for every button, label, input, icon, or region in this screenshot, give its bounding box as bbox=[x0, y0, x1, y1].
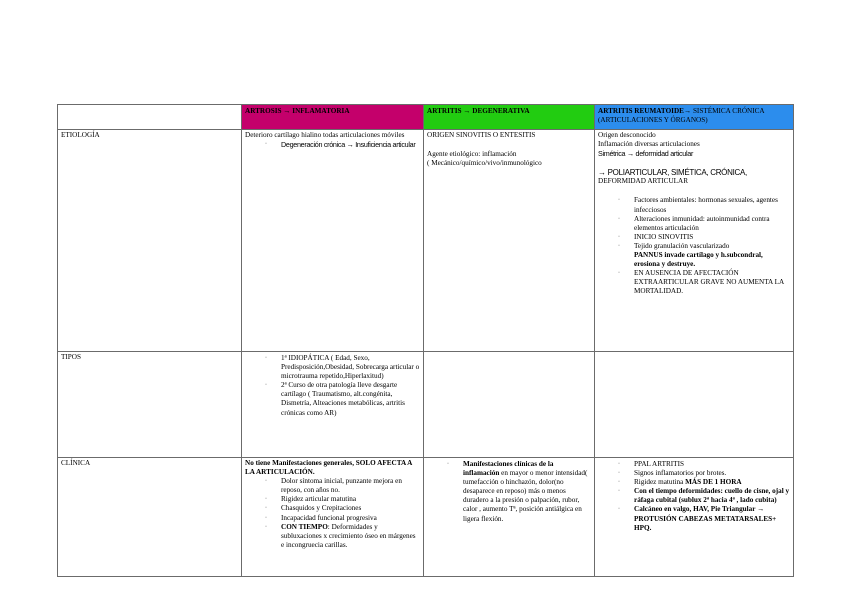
list-item: · Con el tiempo deformidades: cuello de cisne, ojal y ráfaga cubital (sublux 2ª hacia 4ª , lado cubita) bbox=[618, 487, 790, 505]
bullet-icon: · bbox=[618, 242, 620, 249]
cell-tipos-ar bbox=[595, 352, 794, 458]
text: Origen desconocido bbox=[598, 131, 656, 139]
bullet-icon: · bbox=[618, 488, 620, 495]
bullet-icon: · bbox=[265, 141, 267, 148]
bullet-icon: · bbox=[265, 514, 267, 521]
cell-etiologia-ar bbox=[595, 130, 794, 352]
bullet-icon: · bbox=[618, 233, 620, 240]
bullet-icon: · bbox=[618, 197, 620, 204]
bullet-icon: · bbox=[618, 479, 620, 486]
bullet-icon: · bbox=[618, 470, 620, 477]
header-row bbox=[58, 105, 794, 130]
comparison-table bbox=[57, 104, 794, 577]
bullet-list bbox=[245, 477, 420, 550]
header-artrosis-label: ARTROSIS → INFLAMATORIA bbox=[245, 107, 350, 115]
row-label-tipos: TIPOS bbox=[58, 352, 242, 458]
list-item: · 2ª Curso de otra patología lleve desgarte cartílago ( Traumatismo, alt.congénita, Dismetría, Alteaciones metabólicas, artritis crónicas como AR) bbox=[265, 381, 405, 417]
bullet-icon: · bbox=[265, 478, 267, 485]
list-item: · Dolor síntoma inicial, punzante mejora en reposo, con años no. bbox=[265, 477, 402, 495]
bullet-icon: · bbox=[447, 461, 449, 467]
row-tipos bbox=[58, 352, 794, 458]
list-item: · Calcáneo en valgo, HAV, Pie Triangular → PROTUSIÓN CABEZAS METATARSALES+ HPQ. bbox=[618, 505, 777, 532]
text: Simétrica → deformidad articular bbox=[598, 149, 694, 159]
bullet-list bbox=[598, 196, 790, 296]
bullet-icon: · bbox=[618, 270, 620, 277]
cell-clinica-ar bbox=[595, 458, 794, 577]
bullet-icon: · bbox=[265, 382, 267, 389]
header-artrosis bbox=[242, 105, 424, 130]
list-item: · Signos inflamatorios por brotes. bbox=[618, 469, 727, 478]
bullet-icon: · bbox=[618, 215, 620, 222]
text: No tiene Manifestaciones generales, SOLO AFECTA A LA ARTICULACIÓN. bbox=[245, 459, 412, 477]
cell-clinica-artritis bbox=[424, 458, 595, 577]
row-label-etiologia: ETIOLOGÍA bbox=[58, 130, 242, 352]
header-ar-sublabel: → SISTÉMICA CRÓNICA (ARTICULACIONES Y ÓRGANOS) bbox=[598, 107, 765, 125]
text: Inflamación diversas articulaciones bbox=[598, 140, 700, 149]
list-item: · PPAL ARTRITIS bbox=[618, 460, 684, 468]
text: ORIGEN SINOVITIS O ENTESITIS bbox=[427, 131, 536, 139]
cell-etiologia-artritis bbox=[424, 130, 595, 352]
row-label-clinica: CLÍNICA bbox=[58, 458, 242, 577]
bullet-list bbox=[245, 140, 420, 150]
cell-etiologia-artrosis bbox=[242, 130, 424, 352]
header-artritis-reumatoide bbox=[595, 105, 794, 130]
header-ar-label: ARTRITIS REUMATOIDE bbox=[598, 107, 684, 115]
list-item: · Manifestaciones clínicas de la inflamación en mayor o menor intensidad( tumefacción o hinchazón, dolor(no desaparece en reposo) más o menos duradero a la presión o palpación, rubor, calor , aumento Tª, posición antiálgica en ligera flexión. bbox=[447, 460, 588, 523]
list-item: · Alteraciones inmunidad: autoinmunidad contra elementos articulación bbox=[618, 214, 770, 232]
bullet-list bbox=[427, 460, 591, 524]
list-item: · Factores ambientales: hormonas sexuales, agentes infecciosos bbox=[618, 196, 778, 214]
list-item: · EN AUSENCIA DE AFECTACIÓN EXTRAARTICULAR GRAVE NO AUMENTA LA MORTALIDAD. bbox=[618, 269, 784, 296]
list-item: · Incapacidad funcional progresiva bbox=[265, 513, 377, 522]
header-empty-cell bbox=[58, 105, 242, 130]
bullet-icon: · bbox=[618, 461, 620, 467]
list-item: · CON TIEMPO: Deformidades y subluxaciones x crecimiento óseo en márgenes e incongruecia carillas. bbox=[265, 522, 416, 549]
header-artritis bbox=[424, 105, 595, 130]
bullet-icon: · bbox=[265, 496, 267, 503]
header-artritis-label: ARTRITIS → DEGENERATIVA bbox=[427, 107, 530, 115]
text: ( Mecánico/químico/vivo/inmunológico bbox=[427, 159, 542, 168]
list-item: · Rigidez matutina MÁS DE 1 HORA bbox=[618, 478, 742, 487]
cell-tipos-artrosis bbox=[242, 352, 424, 458]
text: Deterioro cartílago hialino todas articulaciones móviles bbox=[245, 131, 405, 139]
row-etiologia bbox=[58, 130, 794, 352]
list-item: · INICIO SINOVITIS bbox=[618, 232, 694, 241]
list-item: · Chasquidos y Crepitaciones bbox=[265, 504, 362, 513]
list-item: · Rigidez articular matutina bbox=[265, 495, 357, 504]
text: → POLIARTICULAR, SIMÉTICA, CRÓNICA, bbox=[598, 168, 747, 178]
list-item: · Tejido granulación vascularizado PANNUS invade cartílago y h.subcondral, erosiona y destruye. bbox=[618, 241, 763, 269]
row-clinica bbox=[58, 458, 794, 577]
cell-tipos-artritis bbox=[424, 352, 595, 458]
cell-clinica-artrosis bbox=[242, 458, 424, 577]
bullet-icon: · bbox=[265, 505, 267, 512]
bullet-list bbox=[598, 460, 790, 533]
list-item: · Degeneración crónica → Insuficiencia articular bbox=[265, 140, 416, 150]
bullet-icon: · bbox=[265, 355, 267, 361]
bullet-icon: · bbox=[618, 506, 620, 513]
text: Agente etiológico: inflamación bbox=[427, 150, 517, 159]
bullet-list bbox=[245, 354, 420, 418]
text: DEFORMIDAD ARTICULAR bbox=[598, 177, 689, 186]
list-item: · 1ª IDIOPÁTICA ( Edad, Sexo, Predisposición,Obesidad, Sobrecarga articular o microtrauma repetido,Hiperlaxitud) bbox=[265, 354, 420, 381]
bullet-icon: · bbox=[265, 523, 267, 530]
